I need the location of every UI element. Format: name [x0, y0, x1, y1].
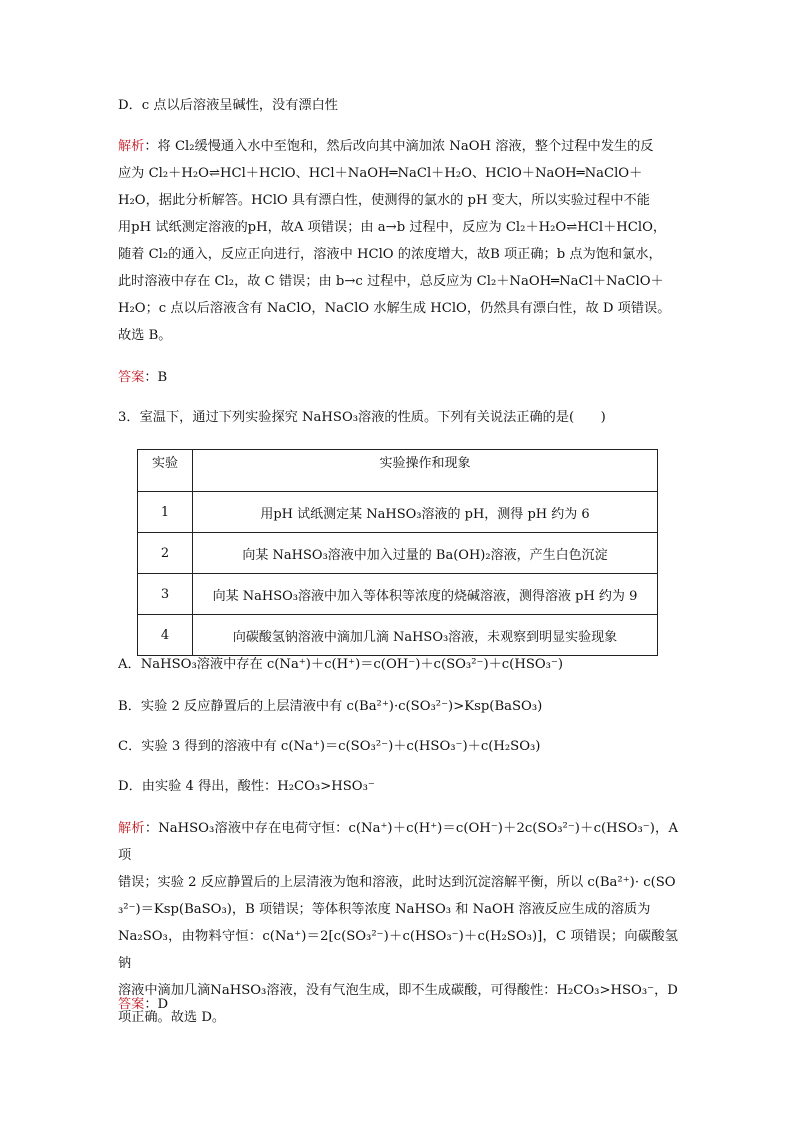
- q3-analysis-line: ₃²⁻)＝Ksp(BaSO₃)，B 项错误；等体积等浓度 NaHSO₃ 和 NaOH 溶液反应生成的溶质为: [118, 902, 651, 917]
- q3-analysis-line: ：NaHSO₃溶液中存在电荷守恒：c(Na⁺)＋c(H⁺)＝c(OH⁻)＋2c(SO₃²⁻)＋c(HSO₃⁻)，A 项: [118, 821, 678, 863]
- table-row: [138, 615, 658, 656]
- table-cell-number: 3: [138, 574, 193, 615]
- table-row: [138, 574, 658, 615]
- q2-analysis-line: H₂O；c 点以后溶液含有 NaClO，NaClO 水解生成 HClO，仍然具有漂白性，故 D 项错误。: [118, 301, 671, 316]
- experiment-table: [137, 449, 658, 656]
- q2-analysis-line: 随着 Cl₂的通入，反应正向进行，溶液中 HClO 的浓度增大，故B 项正确；b 点为饱和氯水，: [118, 247, 662, 262]
- q2-analysis-line: H₂O，据此分析解答。HClO 具有漂白性，使测得的氯水的 pH 变大，所以实验过程中不能: [118, 193, 650, 208]
- q2-analysis: [118, 133, 678, 349]
- q2-analysis-line: 用pH 试纸测定溶液的pH，故A 项错误；由 a→b 过程中，反应为 Cl₂＋H₂O⇌HCl＋HClO，: [118, 220, 667, 235]
- q3-stem: 3．室温下，通过下列实验探究 NaHSO₃溶液的性质。下列有关说法正确的是( ): [118, 410, 606, 425]
- table-cell-description: 向某 NaHSO₃溶液中加入等体积等浓度的烧碱溶液，测得溶液 pH 约为 9: [193, 574, 658, 615]
- q3-analysis-line: 溶液中滴加几滴NaHSO₃溶液，没有气泡生成，即不生成碳酸，可得酸性：H₂CO₃>HSO₃⁻，D: [118, 983, 678, 998]
- table-header-cell: 实验: [138, 450, 193, 492]
- table-cell-description: 用pH 试纸测定某 NaHSO₃溶液的 pH，测得 pH 约为 6: [193, 492, 658, 533]
- q3-option-b: B．实验 2 反应静置后的上层清液中有 c(Ba²⁺)·c(SO₃²⁻)>Ksp(BaSO₃): [118, 699, 543, 714]
- q2-answer-label: 答案: [118, 370, 145, 385]
- q3-option-a: A．NaHSO₃溶液中存在 c(Na⁺)＋c(H⁺)＝c(OH⁻)＋c(SO₃²⁻)＋c(HSO₃⁻): [118, 657, 564, 672]
- q2-analysis-line: 故选 B。: [118, 328, 172, 343]
- q2-analysis-line: 应为 Cl₂＋H₂O⇌HCl＋HClO、HCl＋NaOH═NaCl＋H₂O、HClO＋NaOH═NaClO＋: [118, 166, 643, 181]
- table-cell-number: 4: [138, 615, 193, 656]
- q3-answer-label: 答案: [118, 997, 145, 1012]
- table-cell-description: 向某 NaHSO₃溶液中加入过量的 Ba(OH)₂溶液，产生白色沉淀: [193, 533, 658, 574]
- q2-answer: [118, 368, 678, 388]
- q3-option-d: D．由实验 4 得出，酸性：H₂CO₃>HSO₃⁻: [118, 779, 375, 794]
- table-row: [138, 533, 658, 574]
- table-header-cell: 实验操作和现象: [193, 450, 658, 492]
- q3-answer: [118, 995, 678, 1015]
- table-cell-number: 1: [138, 492, 193, 533]
- q3-option-c: C．实验 3 得到的溶液中有 c(Na⁺)＝c(SO₃²⁻)＋c(HSO₃⁻)＋c(H₂SO₃): [118, 739, 541, 754]
- q3-analysis-line: 项正确。故选 D。: [118, 1010, 226, 1025]
- q2-answer-value: ：B: [144, 370, 168, 385]
- q3-analysis-line: Na₂SO₃，由物料守恒：c(Na⁺)＝2[c(SO₃²⁻)＋c(HSO₃⁻)＋c(H₂SO₃)]，C 项错误；向碳酸氢钠: [118, 929, 678, 971]
- q2-analysis-label: 解析: [118, 139, 145, 154]
- q3-analysis-line: 错误；实验 2 反应静置后的上层清液为饱和溶液，此时达到沉淀溶解平衡，所以 c(Ba²⁺)· c(SO: [118, 875, 676, 890]
- q2-analysis-line: 此时溶液中存在 Cl₂，故 C 错误；由 b→c 过程中，总反应为 Cl₂＋NaOH═NaCl＋NaClO＋: [118, 274, 664, 289]
- q3-analysis-label: 解析: [118, 821, 145, 836]
- q2-option-d: D．c 点以后溶液呈碱性，没有漂白性: [118, 98, 338, 113]
- table-header-row: [138, 450, 658, 492]
- q2-analysis-line: ：将 Cl₂缓慢通入水中至饱和，然后改向其中滴加浓 NaOH 溶液，整个过程中发生的反: [144, 139, 654, 154]
- table-cell-description: 向碳酸氢钠溶液中滴加几滴 NaHSO₃溶液，未观察到明显实验现象: [193, 615, 658, 656]
- table-cell-number: 2: [138, 533, 193, 574]
- q3-answer-value: ：D: [144, 997, 169, 1012]
- table-row: [138, 492, 658, 533]
